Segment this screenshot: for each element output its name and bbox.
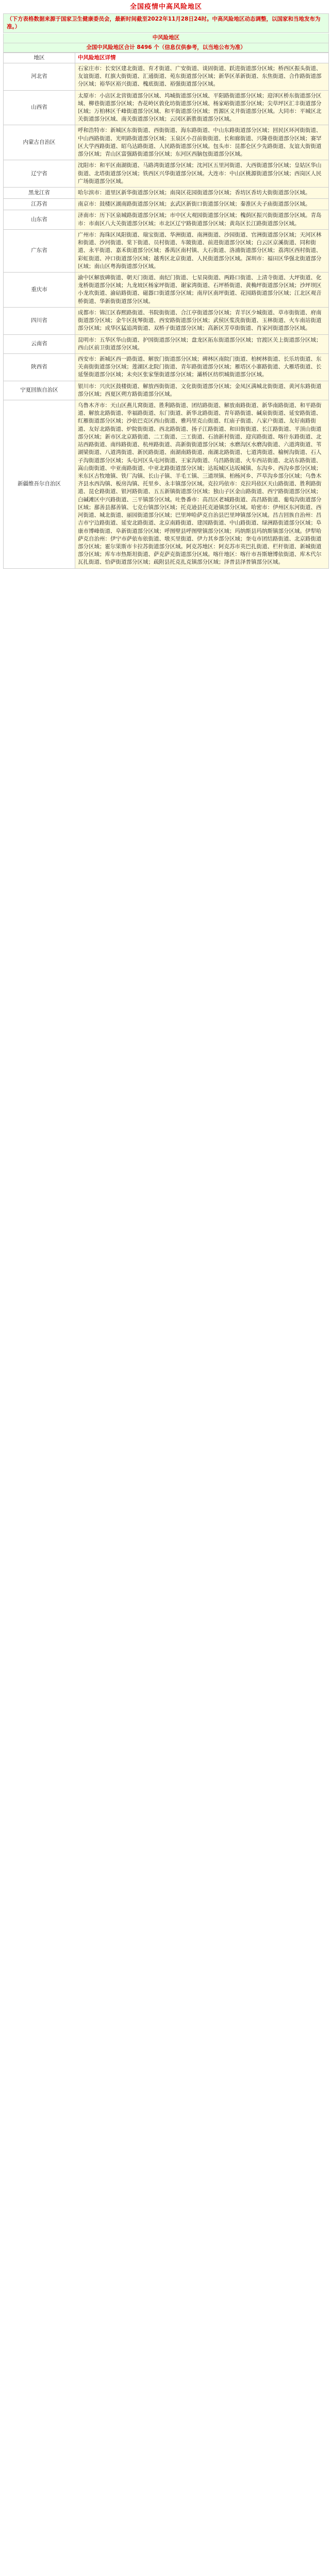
region-detail: 太原市：小店区北营街道部分区域、坞城街道部分区域、平阳路街道部分区域；迎泽区桥东街道部分区域、柳巷街道部分区域；杏花岭区敦化坊街道部分区域、杨家峪街道部分区域；尖草坪区汇丰街道部分区域；万柏林区千峰街道部分区域、和平街道部分区域；晋源区义井街道部分区域。大同市：平城区北关街道部分区域、南关街道部分区域；云冈区新胜街道部分区域。 bbox=[75, 90, 329, 125]
region-name: 内蒙古自治区 bbox=[4, 125, 75, 160]
section-label: 中风险地区 bbox=[3, 33, 329, 43]
region-detail: 乌鲁木齐市：天山区燕儿窝街道、胜利路街道、团结路街道、解放南路街道、新华南路街道、和平路街道、解放北路街道、幸福路街道、东门街道、新华北路街道、青年路街道、碱泉街街道、延安路街道、红雁街道部分区域；沙依巴克区西山街道、雅玛里克山街道、红庙子街道、八家户街道、友好南路街道、友好北路街道、炉院街街道、西北路街道、扬子江路街道、和田街街道、长江路街道、平顶山街道部分区域；新市区北京路街道、二工街道、三工街道、石油新村街道、迎宾路街道、喀什东路街道、北站西路街道、南纬路街道、杭州路街道、高新街街道部分区域；水磨沟区水磨沟街道、六道湾街道、苇湖梁街道、八道湾街道、新民路街道、南湖南路街道、南湖北路街道、七道湾街道、榆树沟街道、石人子沟街道部分区域；头屯河区头屯河街道、王家沟街道、乌昌路街道、火车西站街道、北站东路街道、嵩山街街道、中亚南路街道、中亚北路街道部分区域；达坂城区达坂城镇、东沟乡、西沟乡部分区域；米东区古牧地镇、铁厂沟镇、长山子镇、羊毛工镇、三道坝镇、柏杨河乡、芦草沟乡部分区域；乌鲁木齐县水西沟镇、板房沟镇、托里乡、永丰镇部分区域。克拉玛依市：克拉玛依区天山路街道、胜利路街道、昆仑路街道、银河路街道、五五新镇街道部分区域；独山子区金山路街道、西宁路街道部分区域；白碱滩区中兴路街道、三平镇部分区域。吐鲁番市：高昌区老城路街道、高昌路街道、葡萄沟街道部分区域；鄯善县鄯善镇、七克台镇部分区域；托克逊县托克逊镇部分区域。哈密市：伊州区东河街道、西河街道、城北街道、丽园街道部分区域；巴里坤哈萨克自治县巴里坤镇部分区域。昌吉回族自治州：昌吉市宁边路街道、延安北路街道、北京南路街道、建国路街道、中山路街道、绿洲路街道部分区域；阜康市博峰街道、阜新街道部分区域；呼图壁县呼图壁镇部分区域；玛纳斯县玛纳斯镇部分区域。伊犁哈萨克自治州：伊宁市萨依布依街道、墩买里街道、伊力其乡部分区域；奎屯市团结路街道、北京路街道部分区域；霍尔果斯市卡拉苏街道部分区域。阿克苏地区：阿克苏市英巴扎街道、栏杆街道、新城街道部分区域；库车市热斯坦街道、萨克萨克街道部分区域。喀什地区：喀什市吾斯塘博依街道、库木代尔瓦扎街道、恰萨街道部分区域；疏附县托克扎克镇部分区域；泽普县泽普镇部分区域。 bbox=[75, 400, 329, 569]
region-detail: 呼和浩特市：新城区东街街道、西街街道、海东路街道、中山东路街道部分区域；回民区环河街街道、中山西路街道、光明路街道部分区域；玉泉区小召前街街道、长和廊街道、兴隆巷街道部分区域；赛罕区大学西路街道、昭乌达路街道、人民路街道部分区域。包头市：昆都仑区少先路街道、友谊大街街道部分区域；青山区富强路街道部分区域；东河区西脑包街道部分区域。 bbox=[75, 125, 329, 160]
region-detail: 沈阳市：和平区南湖街道、马路湾街道部分区域；沈河区五里河街道、大西街道部分区域；皇姑区华山街道、北塔街道部分区域；铁西区兴华街道部分区域。大连市：中山区桃源街道部分区域；西岗区人民广场街道部分区域。 bbox=[75, 160, 329, 188]
region-detail: 济南市：历下区泉城路街道部分区域；市中区大观园街道部分区域；槐荫区振兴街街道部分区域。青岛市：市南区八大关街道部分区域；市北区辽宁路街道部分区域；黄岛区长江路街道部分区域。 bbox=[75, 210, 329, 229]
region-detail: 哈尔滨市：道里区新华街道部分区域；南岗区花园街道部分区域；香坊区香坊大街街道部分区域。 bbox=[75, 188, 329, 199]
table-row bbox=[4, 90, 329, 125]
table-row bbox=[4, 400, 329, 569]
region-name: 辽宁省 bbox=[4, 160, 75, 188]
region-detail: 南京市：鼓楼区湖南路街道部分区域；玄武区新街口街道部分区域；秦淮区夫子庙街道部分区域。 bbox=[75, 199, 329, 210]
table-row bbox=[4, 210, 329, 229]
table-row bbox=[4, 353, 329, 381]
region-name: 江苏省 bbox=[4, 199, 75, 210]
table-row bbox=[4, 160, 329, 188]
table-header-row bbox=[4, 53, 329, 63]
region-detail: 石家庄市：长安区建北街道、育才街道、广安街道、谈固街道、跃进街道部分区域；桥西区振头街道、友谊街道、红旗大街街道、汇通街道、苑东街道部分区域；新华区革新街道、东焦街道、合作路街道部分区域；裕华区裕兴街道、槐底街道、裕强街道部分区域。 bbox=[75, 63, 329, 90]
region-detail: 广州市：海珠区凤阳街道、瑞宝街道、华洲街道、南洲街道、沙园街道、官洲街道部分区域；天河区林和街道、沙河街道、棠下街道、员村街道、车陂街道、前进街道部分区域；白云区京溪街道、同和街道、永平街道、嘉禾街道部分区域；番禺区南村镇、大石街道、洛浦街道部分区域；荔湾区西村街道、彩虹街道、冲口街道部分区域；越秀区北京街道、人民街道部分区域。深圳市：福田区华强北街道部分区域；南山区粤海街道部分区域。 bbox=[75, 229, 329, 272]
region-name: 山东省 bbox=[4, 210, 75, 229]
column-header-detail: 中风险地区详情 bbox=[75, 53, 329, 63]
region-detail: 渝中区解放碑街道、朝天门街道、南纪门街道、七星岗街道、两路口街道、上清寺街道、大坪街道、化龙桥街道部分区域；九龙坡区杨家坪街道、谢家湾街道、石坪桥街道、黄桷坪街道部分区域；沙坪坝区小龙坎街道、渝碚路街道、磁器口街道部分区域；南岸区南坪街道、花园路街道部分区域；江北区观音桥街道、华新街街道部分区域。 bbox=[75, 272, 329, 307]
page-title: 全国疫情中高风险地区 bbox=[129, 3, 202, 11]
region-name: 广东省 bbox=[4, 229, 75, 272]
table-row bbox=[4, 199, 329, 210]
source-notice: （下方表格数据来源于国家卫生健康委员会，最新时间截至2022年11月28日24时。中高风险地区动态调整，以国家和当地发布为准。） bbox=[3, 13, 329, 33]
region-name: 重庆市 bbox=[4, 272, 75, 307]
page bbox=[3, 2, 329, 569]
table-row bbox=[4, 229, 329, 272]
table-row bbox=[4, 272, 329, 307]
column-header-region: 地区 bbox=[4, 53, 75, 63]
region-detail: 成都市：锦江区春熙路街道、书院街街道、合江亭街道部分区域；青羊区少城街道、草市街街道、府南街道部分区域；金牛区抚琴街道、西安路街道部分区域；武侯区浆洗街街道、玉林街道、火车南站街道部分区域；成华区猛追湾街道、双桥子街道部分区域；高新区芳草街街道、肖家河街道部分区域。 bbox=[75, 307, 329, 334]
table-row bbox=[4, 125, 329, 160]
region-name: 云南省 bbox=[4, 334, 75, 353]
region-name: 宁夏回族自治区 bbox=[4, 381, 75, 400]
table-row bbox=[4, 381, 329, 400]
region-detail: 昆明市：五华区华山街道、护国街道部分区域；盘龙区拓东街道部分区域；官渡区关上街道部分区域；西山区前卫街道部分区域。 bbox=[75, 334, 329, 353]
table-row bbox=[4, 307, 329, 334]
region-name: 新疆维吾尔自治区 bbox=[4, 400, 75, 569]
table-row bbox=[4, 188, 329, 199]
table-row bbox=[4, 63, 329, 90]
region-name: 黑龙江省 bbox=[4, 188, 75, 199]
table-row bbox=[4, 334, 329, 353]
region-detail: 西安市：新城区西一路街道、解放门街道部分区域；碑林区南院门街道、柏树林街道、长乐坊街道、东关南街街道部分区域；莲湖区北院门街道、青年路街道部分区域；雁塔区小寨路街道、大雁塔街道、长延堡街道部分区域；未央区张家堡街道部分区域；灞桥区纺织城街道部分区域。 bbox=[75, 353, 329, 381]
region-name: 四川省 bbox=[4, 307, 75, 334]
region-detail: 银川市：兴庆区鼓楼街道、解放西街街道、文化街街道部分区域；金凤区满城北街街道、黄河东路街道部分区域；西夏区朔方路街道部分区域。 bbox=[75, 381, 329, 400]
total-count-label: 全国中风险地区合计 8496 个（信息仅供参考，以当地公布为准） bbox=[3, 43, 329, 53]
risk-area-table bbox=[3, 53, 329, 569]
region-name: 陕西省 bbox=[4, 353, 75, 381]
region-name: 河北省 bbox=[4, 63, 75, 90]
region-name: 山西省 bbox=[4, 90, 75, 125]
